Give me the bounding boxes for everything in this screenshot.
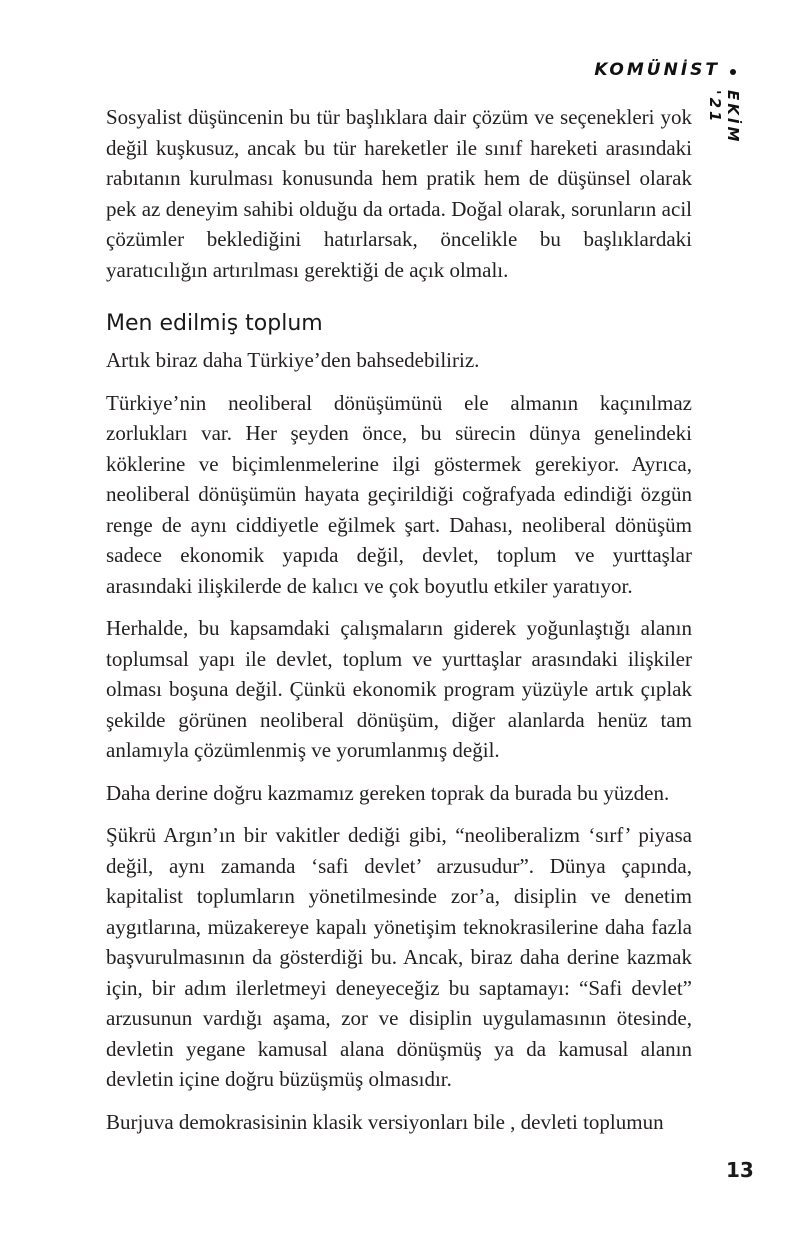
section-heading: Men edilmiş toplum	[106, 311, 323, 336]
article-body	[106, 102, 692, 1149]
magazine-title: KOMÜNİST	[594, 60, 720, 80]
page-number: 13	[726, 1158, 754, 1182]
paragraph: Artık biraz daha Türkiye’den bahsedebiliriz.	[106, 348, 480, 372]
paragraph: Daha derine doğru kazmamız gereken toprak da burada bu yüzden.	[106, 780, 670, 805]
intro-paragraph: Sosyalist düşüncenin bu tür başlıklara dair çözüm ve seçenekleri yok değil kuşkusuz, ancak bu tür hareketler ile sınıf hareketi arasındaki rabıtanın kurulması konusunda hem pratik hem de düşünsel olarak pek az deneyim sahibi olduğu da ortada. Doğal olarak, sorunların acil çözümler beklediğini hatırlarsak, öncelikle bu başlıklardaki yaratıcılığın artırılması gerektiği de açık olmalı.	[106, 105, 692, 282]
paragraph: Burjuva demokrasisinin klasik versiyonları bile , devleti toplumun	[106, 1109, 664, 1134]
bullet-dot-icon	[730, 69, 736, 75]
paragraph: Herhalde, bu kapsamdaki çalışmaların giderek yoğunlaştığı alanın toplumsal yapı ile devlet, toplum ve yurttaşlar arasındaki ilişkiler olması boşuna değil. Çünkü ekonomik program yüzüyle artık çıplak şekilde görünen neoliberal dönüşüm, diğer alanlarda henüz tam anlamıyla çözümlenmiş ve yorumlanmış değil.	[106, 616, 692, 762]
paragraph: Şükrü Argın’ın bir vakitler dediği gibi, “neoliberalizm ‘sırf’ piyasa değil, aynı zamanda ‘safi devlet’ arzusudur”. Dünya çapında, kapitalist toplumların yönetilmesinde zor’a, disiplin ve denetim aygıtlarına, müzakereye kapalı yönetişim teknokrasilerine daha fazla başvurulmasının da gösterdiği bu. Ancak, biraz daha derine kazmak için, bir adım ilerletmeyi deneyeceğiz bu saptamayı: “Safi devlet” arzusunun vardığı aşama, zor ve disiplin uygulamasının ötesinde, devletin yegane kamusal alana dönüşmüş ya da kamusal alanın devletin içine doğru büzüşmüş olmasıdır.	[106, 823, 692, 1091]
paragraph: Türkiye’nin neoliberal dönüşümünü ele almanın kaçınılmaz zorlukları var. Her şeyden önce, bu sürecin dünya genelindeki köklerine ve biçimlenmelerine ilgi göstermek gerekiyor. Ayrıca, neoliberal dönüşümün hayata geçirildiği coğrafyada edindiği özgün renge de aynı ciddiyetle eğilmek şart. Dahası, neoliberal dönüşüm sadece ekonomik yapıda değil, devlet, toplum ve yurttaşlar arasındaki ilişkilerde de kalıcı ve çok boyutlu etkiler yaratıyor.	[106, 390, 692, 598]
issue-label: EKİM '21	[706, 90, 742, 145]
